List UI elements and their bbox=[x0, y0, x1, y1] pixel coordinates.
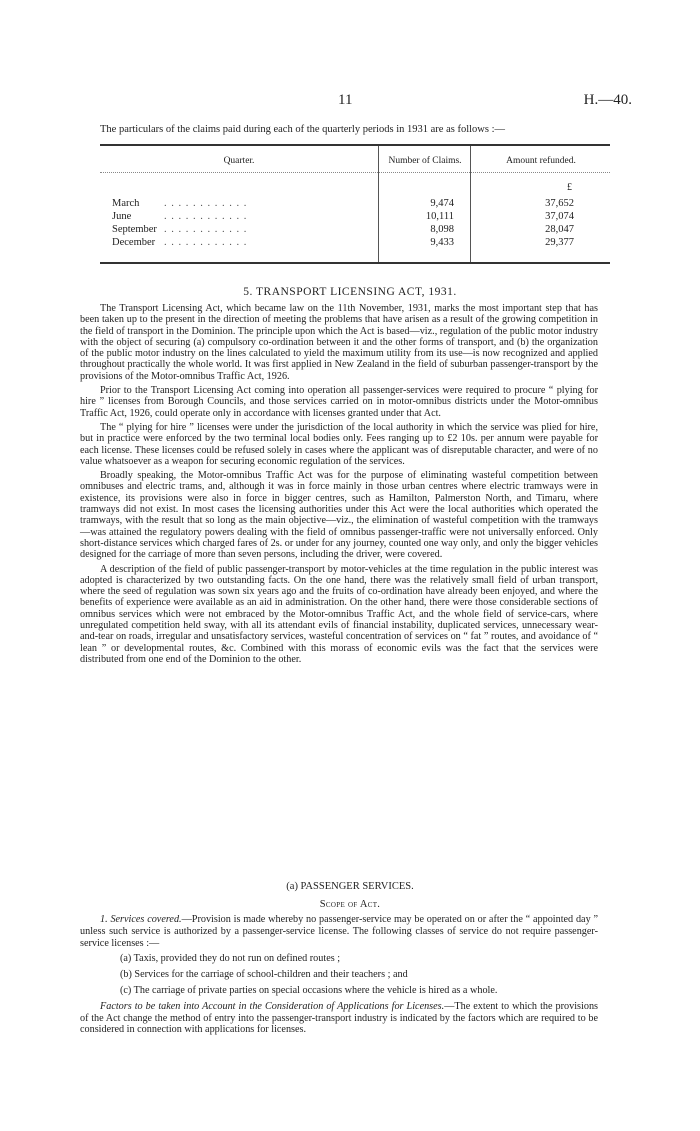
subsection-subtitle: Scope of Act. bbox=[319, 899, 381, 910]
page-number: 11 bbox=[338, 92, 353, 108]
table-row bbox=[100, 224, 610, 237]
header-number-of-claims: Number of Claims. bbox=[388, 156, 462, 166]
table-bottom-rule bbox=[100, 262, 610, 264]
paragraph-heading: Factors to be taken into Account in the Consideration of Applications for Licenses. bbox=[100, 1000, 445, 1012]
row-amount: 29,377 bbox=[545, 237, 574, 248]
row-number: 9,474 bbox=[430, 198, 454, 209]
claims-table bbox=[100, 146, 610, 262]
row-number: 10,111 bbox=[425, 211, 454, 222]
list-item: (b) Services for the carriage of school-children and their teachers ; and bbox=[120, 969, 408, 981]
table-intro: The particulars of the claims paid during each of the quarterly periods in 1931 are as follows :— bbox=[100, 124, 505, 135]
row-quarter: March bbox=[112, 198, 140, 209]
paragraph bbox=[80, 914, 598, 949]
section-body bbox=[80, 303, 598, 668]
leader-dots: . . . . . . . . . . . . bbox=[164, 211, 248, 222]
table-row bbox=[100, 237, 610, 250]
paragraph bbox=[80, 1001, 598, 1036]
paragraph: The Transport Licensing Act, which became law on the 11th November, 1931, marks the most important step that has been taken up to the present in the direction of meeting the problems that have arisen as a result of the growing competition in the field of transport in the Dominion. The principle upon which the Act is based—viz., regulation of the public motor industry with the object of securing (a) compulsory co-ordination between it and the other forms of transport, and (b) the organization of the public motor industry on the lines calculated to yield the maximum utility from its use—is now recognized and applied throughout practically the whole world. It was first applied in New Zealand in the field of suburban passenger-transport by the provisions of the Motor-omnibus Traffic Act, 1926. bbox=[80, 303, 598, 382]
list-item: (c) The carriage of private parties on special occasions where the vehicle is hired as a whole. bbox=[120, 984, 498, 996]
leader-dots: . . . . . . . . . . . . bbox=[164, 237, 248, 248]
row-number: 9,433 bbox=[430, 237, 454, 248]
row-amount: 37,074 bbox=[545, 211, 574, 222]
paragraph-text: —Provision is made whereby no passenger-service may be operated on or after the “ appointed day ” unless such service is authorized by a passenger-service license. The following classes of service do not require passenger-service licenses :— bbox=[80, 914, 598, 949]
row-number: 8,098 bbox=[430, 224, 454, 235]
paragraph: The “ plying for hire ” licenses were under the jurisdiction of the local authority in which the service was plied for hire, but in practice were enforced by the two terminal local bodies only. Fees ranging up to £2 10s. per annum were payable for each license. These licenses could be refused solely in cases where the applicant was of disreputable character, and were of no value whatsoever as a weapon for securing economic regulation of the services. bbox=[80, 421, 598, 467]
header-quarter: Quarter. bbox=[223, 156, 255, 166]
paragraph-text: —The extent to which the provisions of the Act change the method of entry into the passenger-transport industry is indicated by the factors which are required to be considered in connection with applications for licenses. bbox=[80, 1000, 598, 1036]
leader-dots: . . . . . . . . . . . . bbox=[164, 198, 248, 209]
row-amount: 28,047 bbox=[545, 224, 574, 235]
paragraph: Prior to the Transport Licensing Act coming into operation all passenger-services were required to procure “ plying for hire ” licenses from Borough Councils, and those services carried on in motor-omnibus districts under the Motor-omnibus Traffic Act, 1926, could operate only in accordance with licenses granted under that Act. bbox=[80, 385, 598, 419]
currency-symbol: £ bbox=[567, 182, 572, 193]
subsection-body bbox=[80, 914, 598, 1039]
section-title: 5. TRANSPORT LICENSING ACT, 1931. bbox=[243, 286, 457, 298]
paragraph: A description of the field of public passenger-transport by motor-vehicles at the time regulation in the public interest was adopted is characterized by two outstanding facts. On the one hand, there was the relatively small field of urban transport, where the seed of regulation was sown six years ago and the fruits of co-ordination have already been enjoyed, and where the benefits of experience were available as an aid in administration. On the other hand, there were those considerable sections of omnibus services which were not embraced by the Motor-omnibus Traffic Act, and the whole field of service-cars, where unregulated competition held sway, with all its attendant evils of financial instability, duplicated services, unnecessary wear-and-tear on roads, irregular and unsatisfactory services, wasteful concentration of services on “ fat ” routes, and avoidance of “ lean ” or developmental routes, &c. Combined with this morass of economic evils was the fact that the services were distributed from one end of the Dominion to the other. bbox=[80, 563, 598, 665]
row-quarter: September bbox=[112, 224, 157, 235]
subsection-title: (a) PASSENGER SERVICES. bbox=[286, 881, 414, 892]
table-row bbox=[100, 211, 610, 224]
paragraph: Broadly speaking, the Motor-omnibus Traffic Act was for the purpose of eliminating wasteful competition between omnibuses and electric trams, and, although it was in force mainly in those urban centres where electric tramways were in existence, its provisions were also in force in bigger centres, such as Hamilton, Palmerston North, and Timaru, where tramways did not exist. In most cases the licensing authorities under this Act were the local authorities which operated the tramways, with the result that so long as the main objective—viz., the elimination of wasteful competition with the tramways—was attained the regulatory powers dealing with the field of omnibus passenger-traffic were not universally enforced. Only short-distance services which charged fares of 2s. or under for any journey, counted one way only, and only the bigger vehicles designed for the carriage of more than seven persons, including the driver, were covered. bbox=[80, 470, 598, 561]
header-amount-refunded: Amount refunded. bbox=[506, 156, 576, 166]
exemption-list bbox=[80, 953, 598, 996]
document-reference: H.—40. bbox=[583, 92, 632, 108]
header-rule bbox=[100, 172, 610, 173]
row-amount: 37,652 bbox=[545, 198, 574, 209]
leader-dots: . . . . . . . . . . . . bbox=[164, 224, 248, 235]
row-quarter: June bbox=[112, 211, 132, 222]
list-item: (a) Taxis, provided they do not run on defined routes ; bbox=[120, 953, 341, 965]
paragraph-heading: 1. Services covered. bbox=[100, 914, 182, 925]
row-quarter: December bbox=[112, 237, 156, 248]
table-row bbox=[100, 198, 610, 211]
